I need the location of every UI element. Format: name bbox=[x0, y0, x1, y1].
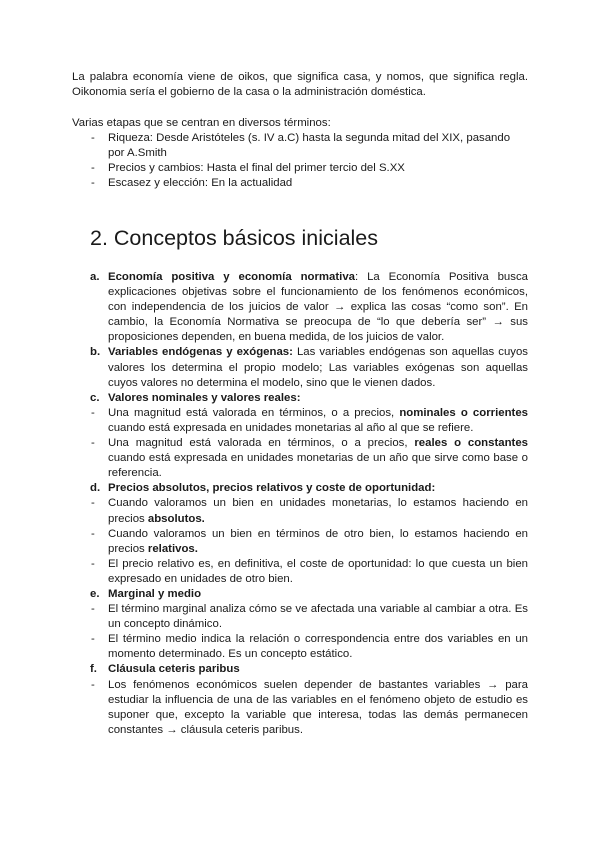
bullet-dash: - bbox=[91, 177, 95, 190]
item-bold: reales o constantes bbox=[414, 437, 528, 450]
concept-title: Precios absolutos, precios relativos y coste de oportunidad: bbox=[108, 482, 436, 495]
concept-title: Variables endógenas y exógenas: bbox=[108, 346, 293, 359]
concept-marker: a. bbox=[90, 271, 100, 283]
item-text: Cuando valoramos un bien en unidades monetarias, lo estamos haciendo en precios bbox=[108, 497, 528, 525]
concept-b bbox=[88, 345, 528, 390]
concept-d-item bbox=[88, 496, 528, 526]
concept-d-item bbox=[88, 527, 528, 557]
item-text: Los fenómenos económicos suelen depender de bastantes variables → para estudiar la influencia de una de las variables en el fenómeno objeto de estudio es suponer que, excepto la variable que interesa, todas las demás permanecen constantes → cláusula ceteris paribus. bbox=[108, 678, 528, 736]
concept-text: : La Economía Positiva busca explicaciones objetivas sobre el funcionamiento de los fenómenos económicos, con independencia de los juicios de valor → explica las cosas “como son”. En cambio, la Economía Normativa se preocupa de “lo que debería ser” → sus proposiciones dependen, en buena medida, de los juicios de valor. bbox=[108, 271, 528, 344]
concept-title: Valores nominales y valores reales: bbox=[108, 391, 301, 404]
stage-item bbox=[72, 131, 528, 161]
item-text: El precio relativo es, en definitiva, el coste de oportunidad: lo que cuesta un bien expresado en unidades de otro bien. bbox=[108, 557, 528, 585]
concept-marker: f. bbox=[90, 663, 97, 676]
concept-d-item bbox=[88, 557, 528, 587]
stage-item bbox=[72, 161, 528, 176]
concept-marker: c. bbox=[90, 391, 100, 404]
concept-marker: e. bbox=[90, 587, 100, 600]
item-text: cuando está expresada en unidades monetarias de un año que sirve como base o referencia. bbox=[108, 452, 528, 480]
bullet-dash: - bbox=[91, 406, 95, 419]
concept-e-item bbox=[88, 632, 528, 662]
bullet-dash: - bbox=[91, 557, 95, 570]
item-bold: absolutos. bbox=[147, 512, 205, 525]
concept-c bbox=[88, 391, 528, 406]
concept-marker: d. bbox=[90, 482, 101, 495]
concept-e bbox=[88, 587, 528, 602]
bullet-dash: - bbox=[91, 437, 95, 450]
concept-f bbox=[88, 662, 528, 677]
concept-marker: b. bbox=[90, 346, 101, 359]
bullet-dash: - bbox=[91, 527, 95, 540]
intro-paragraph: La palabra economía viene de oikos, que significa casa, y nomos, que significa regla. Oikonomia sería el gobierno de la casa o la administración doméstica. bbox=[72, 71, 528, 99]
stage-item-text: Riqueza: Desde Aristóteles (s. IV a.C) hasta la segunda mitad del XIX, pasando por A.Smith bbox=[108, 132, 511, 160]
item-text: Cuando valoramos un bien en términos de otro bien, lo estamos haciendo en precios bbox=[108, 527, 528, 555]
bullet-dash: - bbox=[91, 678, 95, 691]
bullet-dash: - bbox=[91, 497, 95, 510]
concepts-list bbox=[88, 270, 528, 738]
stages-lead: Varias etapas que se centran en diversos términos: bbox=[72, 117, 331, 129]
stage-item bbox=[72, 176, 528, 191]
concept-f-item bbox=[88, 678, 528, 738]
item-text: Una magnitud está valorada en términos, o a precios, bbox=[108, 406, 400, 419]
section-heading: 2. Conceptos básicos iniciales bbox=[90, 226, 379, 250]
concept-c-item bbox=[88, 436, 528, 481]
stage-item-text: Precios y cambios: Hasta el final del primer tercio del S.XX bbox=[108, 162, 405, 175]
stages-block bbox=[72, 116, 528, 191]
bullet-dash: - bbox=[91, 633, 95, 646]
concept-title: Marginal y medio bbox=[108, 587, 202, 600]
item-bold: nominales o corrientes bbox=[399, 406, 529, 419]
bullet-dash: - bbox=[91, 603, 95, 616]
stage-item-text: Escasez y elección: En la actualidad bbox=[108, 177, 293, 190]
item-text: Una magnitud está valorada en términos, o a precios, bbox=[108, 437, 415, 450]
item-text: El término medio indica la relación o correspondencia entre dos variables en un momento determinado. Es un concepto estático. bbox=[108, 633, 528, 661]
concept-c-item bbox=[88, 406, 528, 436]
item-text: El término marginal analiza cómo se ve afectada una variable al cambiar a otra. Es un concepto dinámico. bbox=[108, 603, 528, 631]
concept-text: Las variables endógenas son aquellas cuyos valores los determina el propio modelo; Las variables exógenas son aquellas cuyos valores no determina el modelo, sino que le vienen dados. bbox=[108, 346, 529, 389]
concept-a bbox=[88, 270, 528, 345]
item-text: cuando está expresada en unidades monetarias al año al que se refiere. bbox=[108, 421, 474, 434]
item-bold: relativos. bbox=[147, 542, 198, 555]
concept-e-item bbox=[88, 602, 528, 632]
concept-d bbox=[88, 481, 528, 496]
bullet-dash: - bbox=[91, 162, 95, 175]
concept-title: Economía positiva y economía normativa bbox=[108, 271, 356, 283]
bullet-dash: - bbox=[91, 132, 95, 145]
concept-title: Cláusula ceteris paribus bbox=[108, 663, 240, 676]
